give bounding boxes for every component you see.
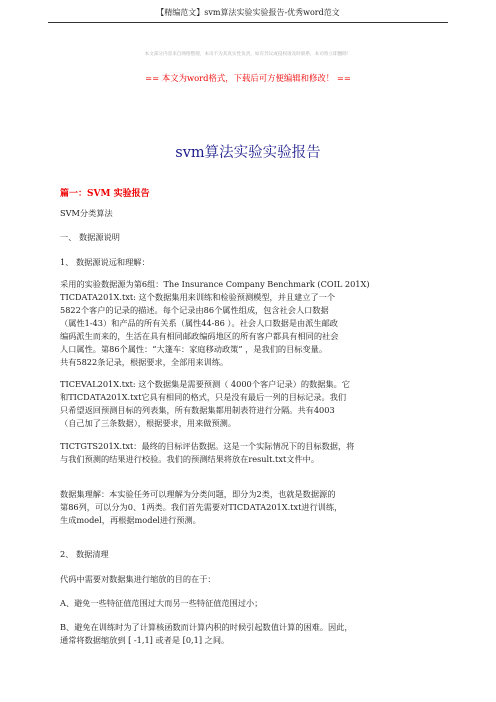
word-format-notice: == 本文为word格式，下载后可方便编辑和修改！ ==: [145, 73, 351, 83]
para-line: 第86列，可以分为0、1两类。我们首先需要对TICDATA201X.txt进行训练，: [60, 502, 343, 512]
para-line: 编码派生而来的，生活在具有相同邮政编码地区的所有客户都具有相同的社会: [60, 331, 339, 341]
para-line: 数据集理解：本实验任务可以理解为分类问题，即分为2类，也就是数据源的: [60, 489, 336, 499]
para-line: TICTGTS201X.txt：最终的目标评估数据。这是一个实际情况下的目标数据，将: [60, 441, 355, 451]
para-line: 和TICDATA201X.txt它具有相同的格式，只是没有最后一列的目标记录。我们: [60, 392, 347, 402]
para-line: TICEVAL201X.txt: 这个数据集是需要预测（ 4000个客户记录）的数据集。它: [60, 379, 351, 389]
para-line: 人口属性。第86个属性：“大篷车：家庭移动政策” ，是我们的目标变量。: [60, 344, 328, 354]
para-line: 通常将数据缩放到 [ -1,1] 或者是 [0,1] 之间。: [60, 635, 230, 645]
para-line: 5822个客户的记录的描述。每个记录由86个属性组成，包含社会人口数据: [60, 305, 329, 315]
para-line: 生成model，再根据model进行预测。: [60, 515, 201, 525]
para-line: 与我们预测的结果进行校验。我们的预测结果将放在result.txt文件中。: [60, 454, 320, 464]
heading-data-cleaning: 2、 数据清理: [60, 549, 109, 559]
header-divider: [48, 22, 448, 23]
scaling-purpose-intro: 代码中需要对数据集进行缩放的目的在于：: [60, 574, 216, 584]
paragraph-dataset-understanding: [60, 488, 432, 527]
section-heading: 篇一：SVM 实验报告: [60, 189, 150, 199]
disclaimer-text: 本文部分内容来自网络整理，本司不为其真实性负责，如有异议或侵权请及时联系，本司将立即删除！: [144, 52, 352, 57]
paragraph-scaling-reason-b: [60, 621, 432, 647]
scaling-reason-a: A、避免一些特征值范围过大而另一些特征值范围过小；: [60, 598, 263, 608]
para-line: 共有5822条记录，根据要求，全部用来训练。: [60, 357, 229, 367]
subtitle-svm-classification: SVM分类算法: [60, 208, 113, 218]
document-title: svm算法实验实验报告: [175, 145, 321, 161]
heading-data-source: 一、 数据源说明: [60, 232, 120, 242]
para-line: 采用的实验数据源为第6组：The Insurance Company Benchmark (COIL 201X): [60, 279, 370, 289]
para-line: （自己加了三条数据），根据要求，用来做预测。: [60, 418, 237, 428]
para-line: 只希望返回预测目标的列表集，所有数据集都用制表符进行分隔。共有4003: [60, 405, 335, 415]
paragraph-training-data: [60, 278, 432, 369]
page-header-title: 【精编范文】svm算法实验实验报告-优秀word范文: [156, 8, 340, 17]
para-line: B、避免在训练时为了计算核函数而计算内积的时候引起数值计算的困难。因此，: [60, 622, 353, 632]
paragraph-target-data: [60, 440, 432, 466]
para-line: （属性1-43）和产品的所有关系（属性44-86 ）。社会人口数据是由派生邮政: [60, 318, 338, 328]
heading-data-understanding: 1、 数据源说远和理解：: [60, 257, 150, 267]
paragraph-eval-data: [60, 378, 432, 430]
para-line: TICDATA201X.txt: 这个数据集用来训练和检验预测模型，并且建立了一个: [60, 292, 336, 302]
